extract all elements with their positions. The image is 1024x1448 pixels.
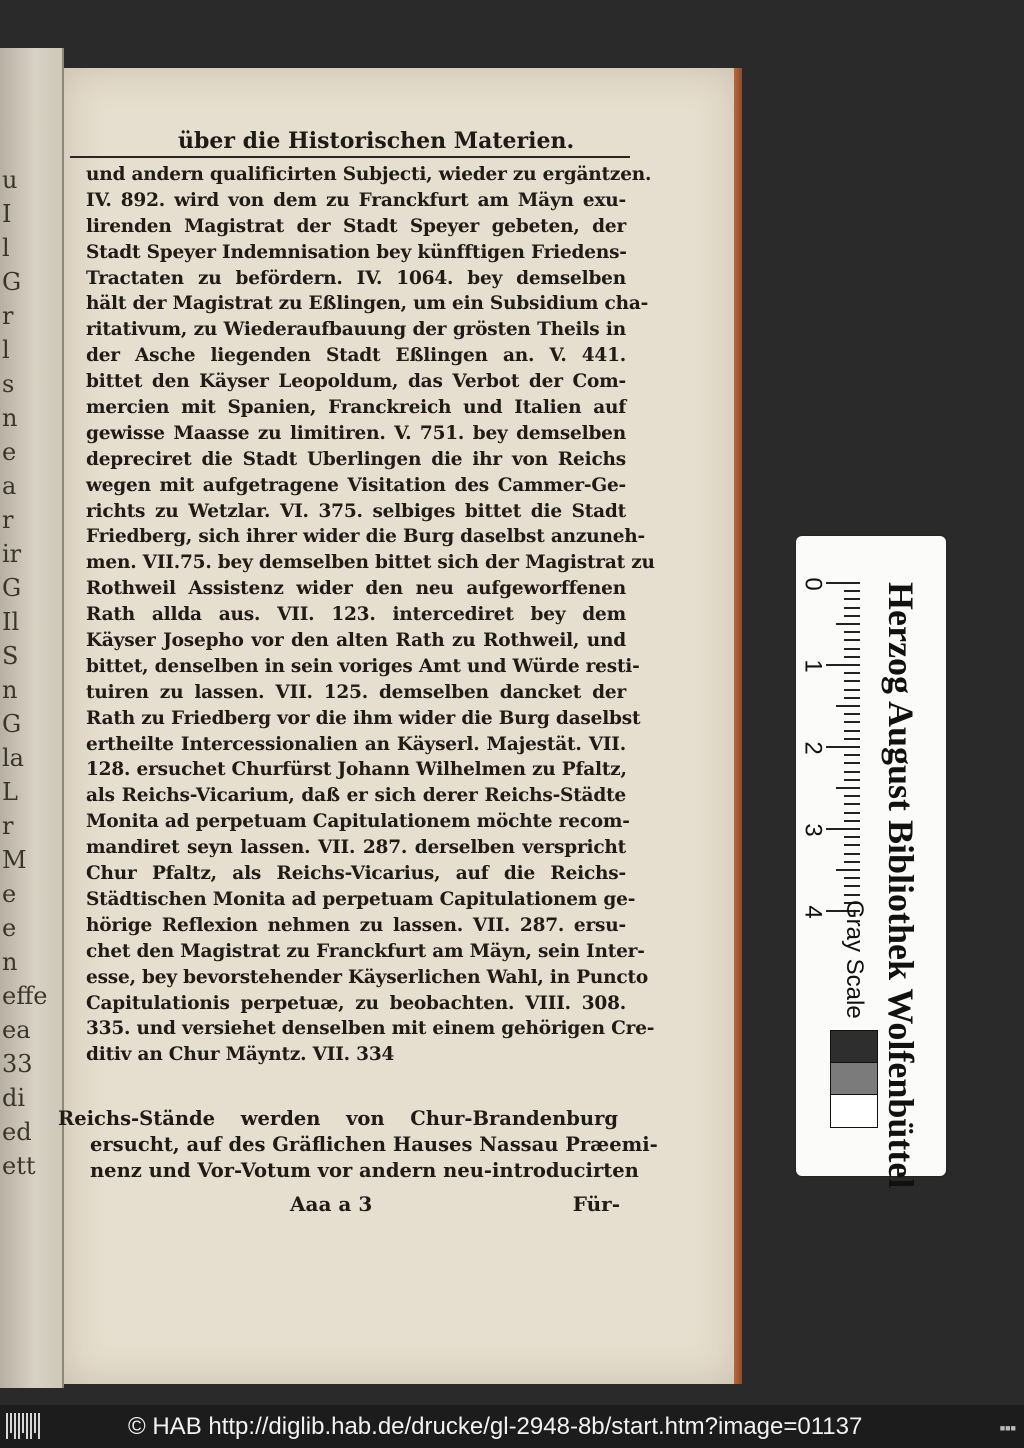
text-line: bittet, denselben in sein voriges Amt und Würde resti- [86, 655, 640, 677]
text-line: richts zu Wetzlar. VI. 375. selbiges bittet die Stadt [86, 500, 626, 522]
ruler-tick [844, 754, 860, 756]
previous-page-fragment: r [2, 506, 14, 534]
text-line: men. VII.75. bey demselben bittet sich der Magistrat zu [86, 552, 655, 574]
text-line: mandiret seyn lassen. VII. 287. derselben verspricht [86, 837, 626, 859]
previous-page-fragment: di [2, 1084, 26, 1112]
previous-page-fragment: 33 [2, 1050, 33, 1078]
gray-scale-label: Gray Scale [841, 900, 868, 1019]
text-line: ritativum, zu Wiederaufbauung der grösten Theils in [86, 319, 626, 341]
previous-page-fragment: a [2, 472, 17, 500]
text-line: Rath zu Friedberg vor die ihm wider die Burg daselbst [86, 707, 641, 729]
text-line: und andern qualificirten Subjecti, wieder zu ergäntzen. [86, 164, 652, 185]
entry-line: nenz und Vor-Votum vor andern neu-introducirten [90, 1159, 639, 1182]
library-name: Herzog August Bibliothek Wolfenbüttel [881, 582, 921, 1189]
ruler-tick [844, 771, 860, 773]
gray-swatch-light [830, 1094, 878, 1128]
text-line: Chur Pfaltz, als Reichs-Vicarius, auf die Reichs- [86, 863, 626, 885]
barcode-bar [26, 1413, 28, 1439]
previous-page-fragment: Il [2, 608, 20, 636]
ruler-number: 0 [799, 577, 827, 591]
text-line: Städtischen Monita ad perpetuam Capitulationem ge- [86, 888, 636, 910]
text-line: lirenden Magistrat der Stadt Speyer gebeten, der [86, 215, 626, 237]
entry-line: Reichs-Stände werden von Chur-Brandenburg [58, 1107, 618, 1130]
previous-page-fragment: G [2, 268, 22, 296]
ruler-tick [844, 877, 860, 879]
ruler-tick [826, 828, 860, 830]
ruler-tick [844, 762, 860, 764]
copyright-link[interactable]: © HAB http://diglib.hab.de/drucke/gl-2948-8b/start.htm?image=01137 [128, 1413, 863, 1440]
barcode-bar [10, 1413, 12, 1433]
head-rule [70, 156, 630, 158]
ruler-tick [844, 894, 860, 896]
register-entry [58, 1106, 658, 1184]
previous-page-fragment: effe [2, 982, 48, 1010]
text-line: esse, bey bevorstehender Käyserlichen Wahl, in Puncto [86, 966, 648, 988]
ruler-tick [836, 869, 860, 871]
text-line: Monita ad perpetuam Capitulationem möchte recom- [86, 811, 630, 833]
cm-ruler [799, 570, 860, 919]
text-line: Stadt Speyer Indemnisation bey künfftigen Friedens- [86, 241, 627, 263]
text-line: gewisse Maasse zu limitiren. V. 751. bey demselben [86, 422, 626, 444]
ruler-tick [844, 803, 860, 805]
entry-line: ersucht, auf des Gräflichen Hauses Nassau Præemi- [90, 1133, 658, 1156]
text-line: depreciret die Stadt Uberlingen die ihr von Reichs [86, 448, 626, 470]
previous-page-fragment: e [2, 880, 17, 908]
ruler-tick [844, 853, 860, 855]
barcode-bar [30, 1413, 32, 1439]
text-line: Rothweil Assistenz wider den neu aufgeworffenen [86, 578, 626, 600]
signature-mark: Aaa a 3 [290, 1192, 373, 1216]
ruler-tick [844, 795, 860, 797]
ruler-number: 2 [799, 741, 827, 755]
ruler-tick [844, 721, 860, 723]
page-fore-edge [734, 68, 742, 1384]
previous-page-fragment: G [2, 574, 22, 602]
text-line: Käyser Josepho vor den alten Rath zu Rothweil, und [86, 630, 626, 652]
text-line: wegen mit aufgetragene Visitation des Cammer-Ge- [86, 474, 626, 496]
page-signature-row [290, 1192, 620, 1216]
ruler-tick [844, 738, 860, 740]
ruler-number: 3 [799, 823, 827, 837]
text-line: tuiren zu lassen. VII. 125. demselben dancket der [86, 681, 626, 703]
ruler-tick [844, 656, 860, 658]
ruler-tick [844, 861, 860, 863]
gray-swatch-dark [830, 1030, 878, 1064]
barcode-icon [6, 1413, 46, 1439]
text-line: Tractaten zu befördern. IV. 1064. bey demselben [86, 267, 626, 289]
previous-page-fragment: u [2, 166, 18, 194]
ruler-tick [844, 648, 860, 650]
ruler-tick [844, 836, 860, 838]
text-line: Rath allda aus. VII. 123. intercediret bey dem [86, 604, 626, 626]
text-line: der Asche liegenden Stadt Eßlingen an. V. 441. [86, 345, 626, 367]
ruler-tick [844, 615, 860, 617]
text-line: chet den Magistrat zu Franckfurt am Mäyn, sein Inter- [86, 940, 645, 962]
previous-page-fragment: e [2, 914, 17, 942]
ruler-tick [844, 590, 860, 592]
text-line: 335. und versiehet denselben mit einem gehörigen Cre- [86, 1018, 655, 1040]
previous-page-fragment: n [2, 404, 18, 432]
ruler-tick [844, 730, 860, 732]
body-text [86, 162, 655, 1068]
text-line: Friedberg, sich ihrer wider die Burg daselbst anzuneh- [86, 526, 645, 548]
previous-page-fragment: l [2, 234, 10, 262]
ruler-tick [844, 697, 860, 699]
text-line: hält der Magistrat zu Eßlingen, um ein Subsidium cha- [86, 293, 649, 315]
ruler-tick [844, 689, 860, 691]
barcode-bar [18, 1413, 20, 1439]
text-line: Capitulationis perpetuæ, zu beobachten. VIII. 308. [86, 992, 626, 1014]
barcode-bar [14, 1413, 16, 1439]
text-line: bittet den Käyser Leopoldum, das Verbot der Com- [86, 371, 626, 393]
text-line: 128. ersuchet Churfürst Johann Wilhelmen zu Pfaltz, [86, 759, 627, 781]
previous-page-fragment: I [2, 200, 12, 228]
running-head: über die Historischen Materien. [178, 128, 575, 154]
previous-page-fragment: r [2, 812, 14, 840]
ruler-tick [836, 623, 860, 625]
previous-page-fragment: ett [2, 1152, 36, 1180]
ruler-number: 1 [799, 659, 827, 673]
ruler-tick [844, 607, 860, 609]
ruler-tick [826, 582, 860, 584]
previous-page-fragment: ed [2, 1118, 32, 1146]
catchword: Für- [572, 1192, 620, 1216]
previous-page-fragment: G [2, 710, 22, 738]
previous-page-edge [0, 48, 64, 1388]
ruler-tick [844, 713, 860, 715]
ruler-tick [844, 812, 860, 814]
text-line: IV. 892. wird von dem zu Franckfurt am Mäyn exu- [86, 189, 626, 211]
text-line: hörige Reflexion nehmen zu lassen. VII. 287. ersu- [86, 914, 626, 936]
previous-page-fragment: L [2, 778, 18, 806]
barcode-bar [6, 1413, 8, 1439]
ruler-tick [844, 598, 860, 600]
previous-page-fragment: s [2, 370, 15, 398]
previous-page-fragment: l [2, 336, 10, 364]
barcode-bar [38, 1413, 40, 1439]
previous-page-fragment: n [2, 676, 18, 704]
corner-mark: ■■■ [999, 1423, 1016, 1433]
previous-page-fragment: la [2, 744, 24, 772]
ruler-tick [844, 672, 860, 674]
barcode-bar [34, 1413, 36, 1433]
previous-page-fragment: M [2, 846, 27, 874]
previous-page-fragment: e [2, 438, 17, 466]
previous-page-fragment: n [2, 948, 18, 976]
ruler-tick [836, 787, 860, 789]
previous-page-fragment: ea [2, 1016, 31, 1044]
text-line: als Reichs-Vicarium, daß er sich derer Reichs-Städte [86, 785, 626, 807]
ruler-tick [826, 664, 860, 666]
ruler-tick [844, 631, 860, 633]
previous-page-fragment: ir [2, 540, 22, 568]
ruler-tick [836, 705, 860, 707]
text-line: ditiv an Chur Mäyntz. VII. 334 [86, 1044, 395, 1066]
ruler-tick [844, 639, 860, 641]
previous-page-fragment: r [2, 302, 14, 330]
ruler-tick [844, 844, 860, 846]
previous-page-fragment: S [2, 642, 19, 670]
gray-swatch-mid [830, 1062, 878, 1096]
barcode-bar [22, 1413, 24, 1433]
ruler-tick [844, 680, 860, 682]
text-line: ertheilte Intercessionalien an Käyserl. Majestät. VII. [86, 733, 626, 755]
viewer-footer [0, 1405, 1024, 1448]
ruler-number: 4 [799, 905, 827, 919]
ruler-tick [844, 779, 860, 781]
text-line: mercien mit Spanien, Franckreich und Italien auf [86, 397, 626, 419]
ruler-tick [844, 885, 860, 887]
ruler-tick [844, 820, 860, 822]
ruler-tick [826, 746, 860, 748]
